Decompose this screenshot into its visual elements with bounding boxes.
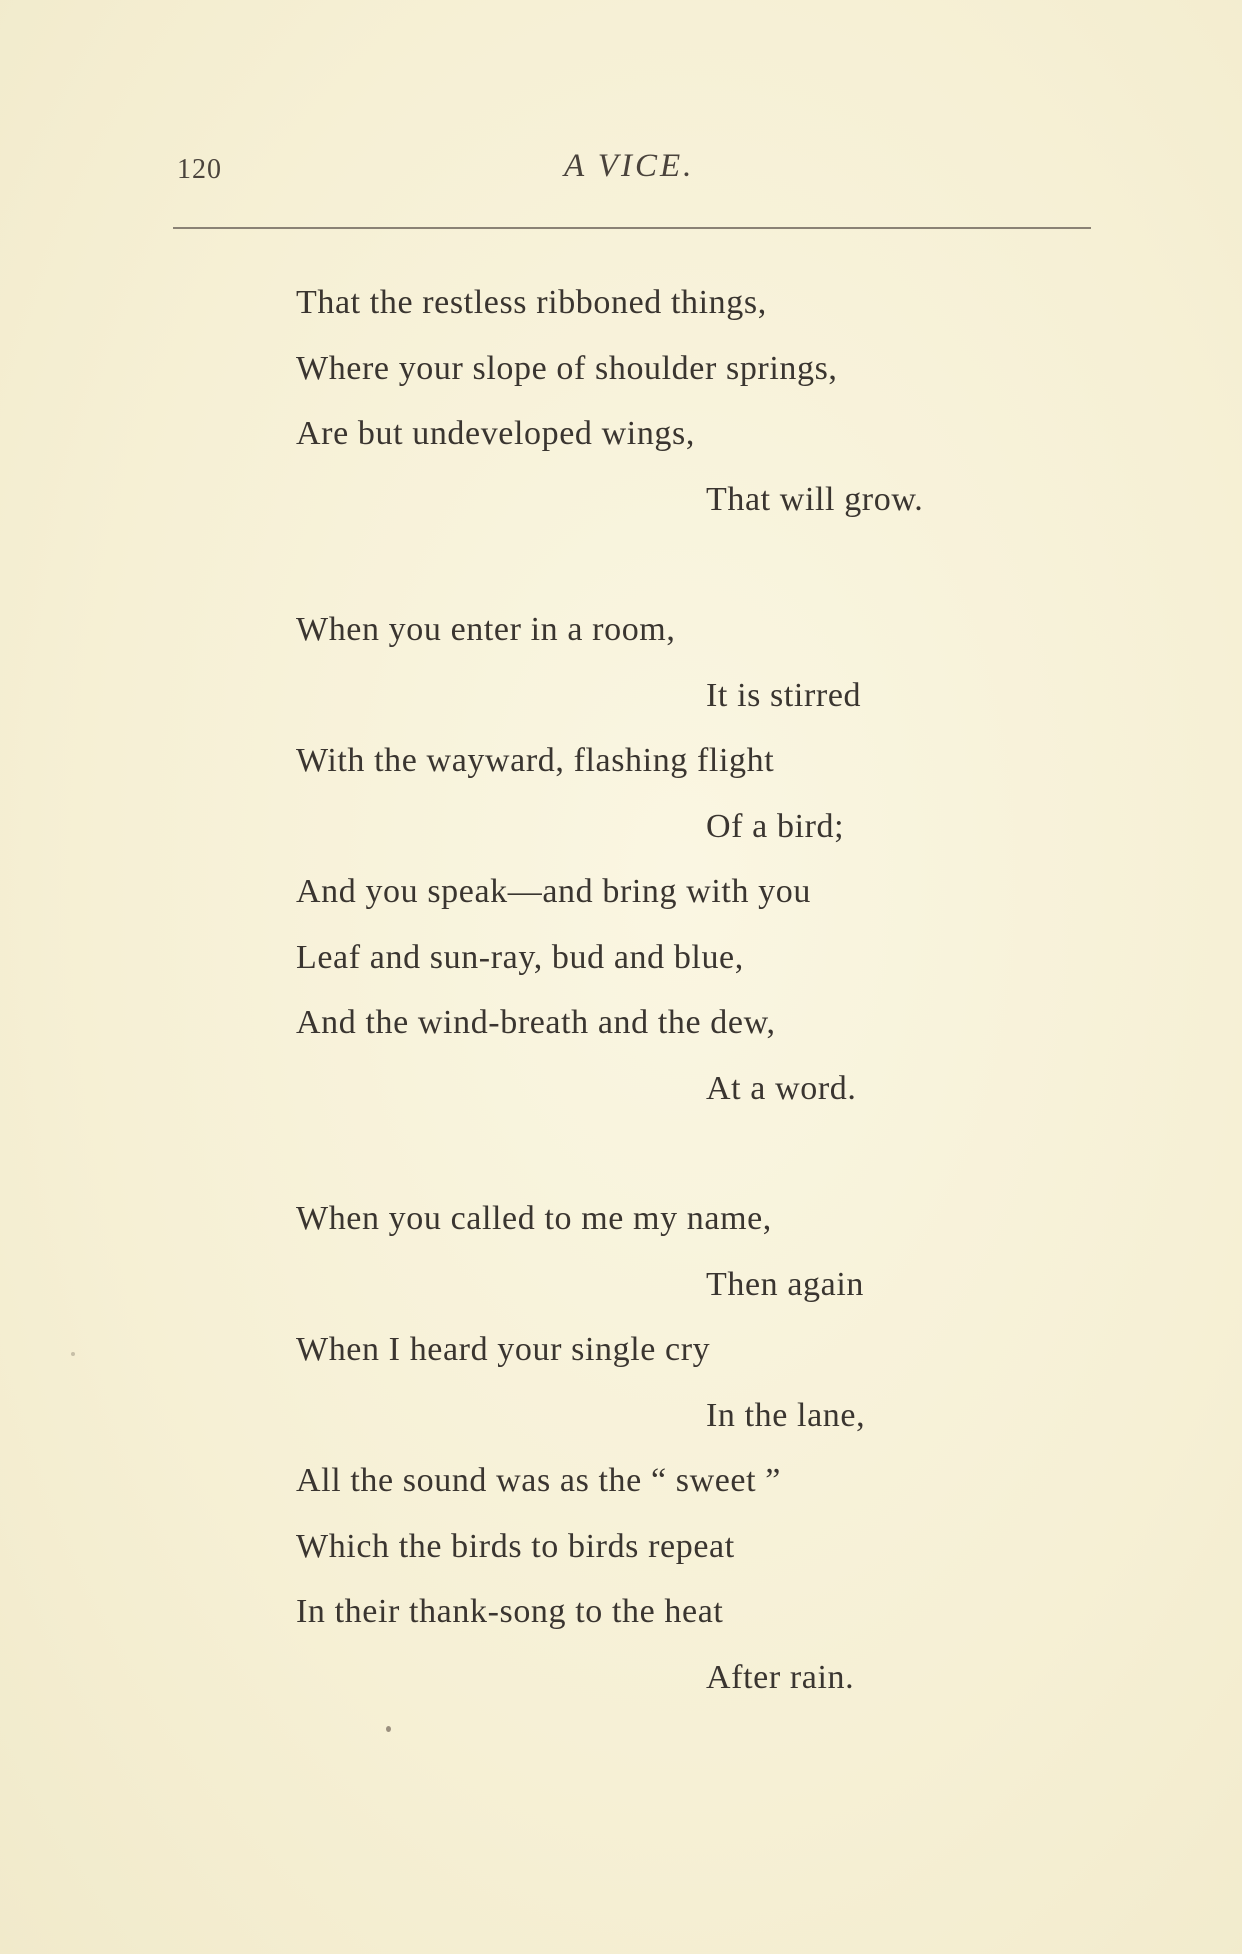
poem-line: Leaf and sun-ray, bud and blue,	[296, 938, 744, 976]
stanza-3	[0, 1186, 1242, 1710]
paper-speck	[386, 1726, 391, 1732]
poem-line: When you called to me my name,	[296, 1200, 772, 1237]
poem-body	[0, 270, 1242, 1710]
poem-line-indented: In the lane,	[706, 1396, 866, 1434]
poem-line-indented: It is stirred	[706, 676, 862, 714]
poem-line-indented: Then again	[706, 1265, 864, 1303]
stanza-1	[0, 270, 1242, 532]
poem-line: In their thank-song to the heat	[296, 1593, 724, 1630]
poem-line: And the wind-breath and the dew,	[296, 1004, 776, 1041]
poem-line-indented: At a word.	[706, 1069, 857, 1107]
poem-line: And you speak—and bring with you	[296, 873, 811, 910]
stanza-2	[0, 597, 1242, 1121]
poem-line-indented: After rain.	[706, 1658, 855, 1696]
poem-line-indented: Of a bird;	[706, 807, 845, 845]
poem-line: Which the birds to birds repeat	[296, 1527, 735, 1565]
page-number: 120	[177, 154, 222, 185]
poem-line: Where your slope of shoulder springs,	[296, 349, 838, 387]
page-header	[0, 148, 1242, 198]
poem-line: When I heard your single cry	[296, 1331, 711, 1368]
poem-line-indented: That will grow.	[706, 480, 924, 518]
poem-line: With the wayward, flashing flight	[296, 742, 775, 779]
poem-line: When you enter in a room,	[296, 611, 676, 648]
poem-line: All the sound was as the “ sweet ”	[296, 1462, 781, 1499]
running-title: A VICE.	[564, 148, 695, 184]
header-rule	[173, 227, 1091, 229]
poem-line: Are but undeveloped wings,	[296, 415, 695, 452]
paper-speck	[71, 1352, 75, 1356]
poem-line: That the restless ribboned things,	[296, 284, 767, 321]
